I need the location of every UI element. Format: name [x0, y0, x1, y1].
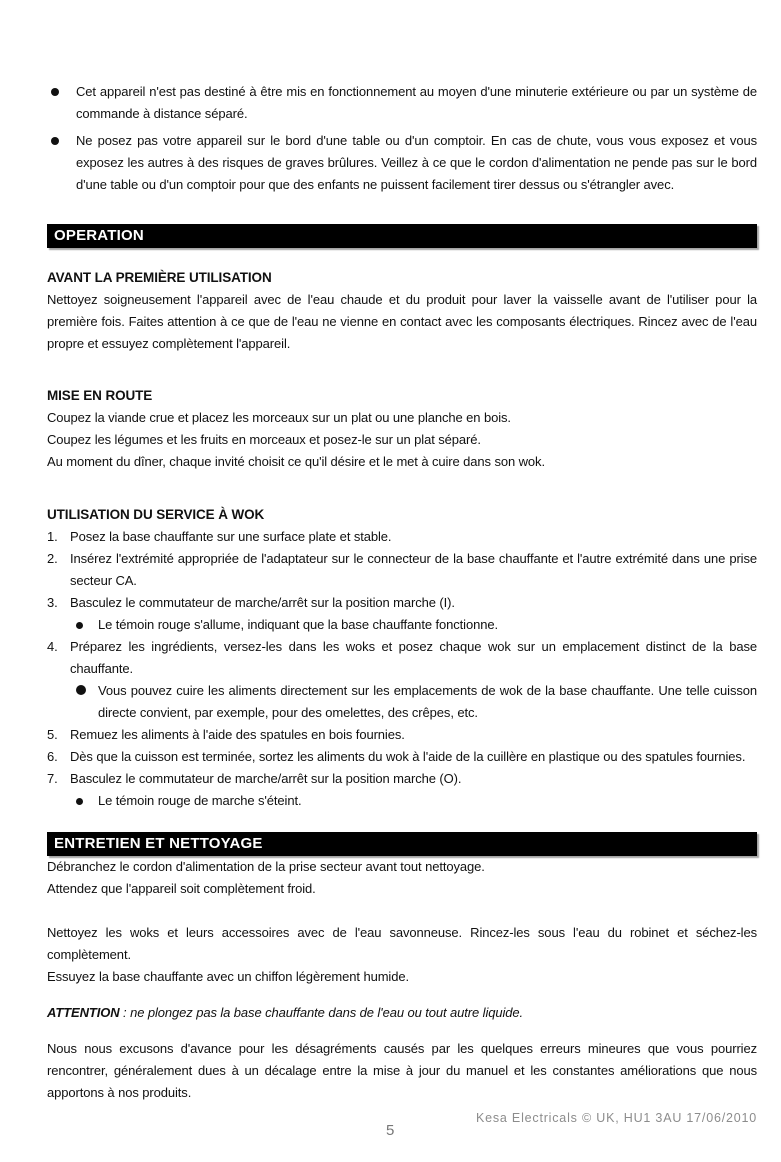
substep-text: Le témoin rouge s'allume, indiquant que la base chauffante fonctionne. — [98, 617, 498, 632]
footer-imprint: Kesa Electricals © UK, HU1 3AU 17/06/2010 — [475, 1111, 757, 1125]
bullet-icon — [76, 680, 98, 724]
step-number: 3. — [47, 595, 58, 610]
step-text: Préparez les ingrédients, versez-les dans les woks et posez chaque wok sur un emplacement distinct de la base chauffante. — [70, 639, 757, 676]
step-item — [47, 724, 757, 746]
apology-paragraph: Nous nous excusons d'avance pour les désagréments causés par les quelques erreurs mineures que vous pourriez rencontrer, généralement dues à un décalage entre la mise à jour du manuel et les constantes améliorations que nous apportons à nos produits. — [47, 1041, 757, 1100]
section-header-maintenance: ENTRETIEN ET NETTOYAGE — [47, 832, 757, 856]
step-item — [47, 592, 757, 614]
list-item — [47, 130, 757, 196]
step-item — [47, 636, 757, 680]
step-sub-item — [76, 680, 757, 724]
page-number: 5 — [386, 1122, 395, 1139]
step-sub-item — [76, 614, 757, 636]
step-item — [47, 548, 757, 592]
step-text: Posez la base chauffante sur une surface plate et stable. — [70, 529, 392, 544]
step-number: 2. — [47, 551, 58, 566]
bullet-icon — [47, 81, 76, 125]
intro-bullet-text: Cet appareil n'est pas destiné à être mis en fonctionnement au moyen d'une minuterie extérieure ou par un système de commande à distance séparé. — [76, 84, 757, 121]
intro-bullet-text: Ne posez pas votre appareil sur le bord d'une table ou d'un comptoir. En cas de chute, vous vous exposez et vous exposez les autres à des risques de graves brûlures. Veillez à ce que le cordon d'alimentation ne pende pas sur le bord d'une table ou d'un comptoir pour que des enfants ne puissent facilement tirer dessus ou s'étrangler avec. — [76, 133, 757, 192]
warning-label: ATTENTION — [47, 1005, 120, 1020]
warning-text: : ne plongez pas la base chauffante dans de l'eau ou tout autre liquide. — [119, 1005, 524, 1020]
step-number: 1. — [47, 529, 58, 544]
step-text: Basculez le commutateur de marche/arrêt sur la position marche (O). — [70, 771, 462, 786]
step-item — [47, 746, 757, 768]
step-item — [47, 768, 757, 790]
getting-started-line: Coupez les légumes et les fruits en morceaux et posez-le sur un plat séparé. — [47, 432, 481, 447]
step-item — [47, 526, 757, 548]
wok-usage-steps — [47, 526, 757, 812]
step-text: Remuez les aliments à l'aide des spatules en bois fournies. — [70, 727, 405, 742]
subheading-before-first-use: AVANT LA PREMIÈRE UTILISATION — [47, 270, 272, 285]
subheading-getting-started: MISE EN ROUTE — [47, 388, 153, 403]
maintenance-wash-paragraph: Nettoyez les woks et leurs accessoires avec de l'eau savonneuse. Rincez-les sous l'eau du robinet et séchez-les complètement. — [47, 925, 757, 962]
substep-text: Vous pouvez cuire les aliments directement sur les emplacements de wok de la base chauffante. Une telle cuisson directe convient, par exemple, pour des omelettes, des crêpes, etc. — [98, 683, 757, 720]
step-text: Insérez l'extrémité appropriée de l'adaptateur sur le connecteur de la base chauffante et l'autre extrémité dans une prise secteur CA. — [70, 551, 757, 588]
maintenance-line: Débranchez le cordon d'alimentation de la prise secteur avant tout nettoyage. — [47, 859, 485, 874]
maintenance-wipe-line: Essuyez la base chauffante avec un chiffon légèrement humide. — [47, 969, 409, 984]
warning-line — [47, 1002, 757, 1024]
step-text: Basculez le commutateur de marche/arrêt sur la position marche (I). — [70, 595, 455, 610]
step-text: Dès que la cuisson est terminée, sortez les aliments du wok à l'aide de la cuillère en plastique ou des spatules fournies. — [70, 749, 746, 764]
section-header-operation: OPERATION — [47, 224, 757, 248]
getting-started-line: Au moment du dîner, chaque invité choisit ce qu'il désire et le met à cuire dans son wok. — [47, 454, 545, 469]
bullet-icon — [47, 130, 76, 196]
bullet-icon — [76, 790, 98, 812]
step-number: 6. — [47, 749, 58, 764]
step-sub-item — [76, 790, 757, 812]
step-number: 4. — [47, 639, 58, 654]
intro-bullet-list — [47, 81, 757, 196]
maintenance-line: Attendez que l'appareil soit complètement froid. — [47, 881, 316, 896]
subheading-wok-usage: UTILISATION DU SERVICE À WOK — [47, 507, 265, 522]
list-item — [47, 81, 757, 125]
step-number: 7. — [47, 771, 58, 786]
step-number: 5. — [47, 727, 58, 742]
getting-started-line: Coupez la viande crue et placez les morceaux sur un plat ou une planche en bois. — [47, 410, 511, 425]
bullet-icon — [76, 614, 98, 636]
paragraph-before-first-use: Nettoyez soigneusement l'appareil avec de l'eau chaude et du produit pour laver la vaisselle avant de l'utiliser pour la première fois. Faites attention à ce que de l'eau ne vienne en contact avec les composants électriques. Rincez avec de l'eau propre et essuyez complètement l'appareil. — [47, 292, 757, 351]
substep-text: Le témoin rouge de marche s'éteint. — [98, 793, 302, 808]
